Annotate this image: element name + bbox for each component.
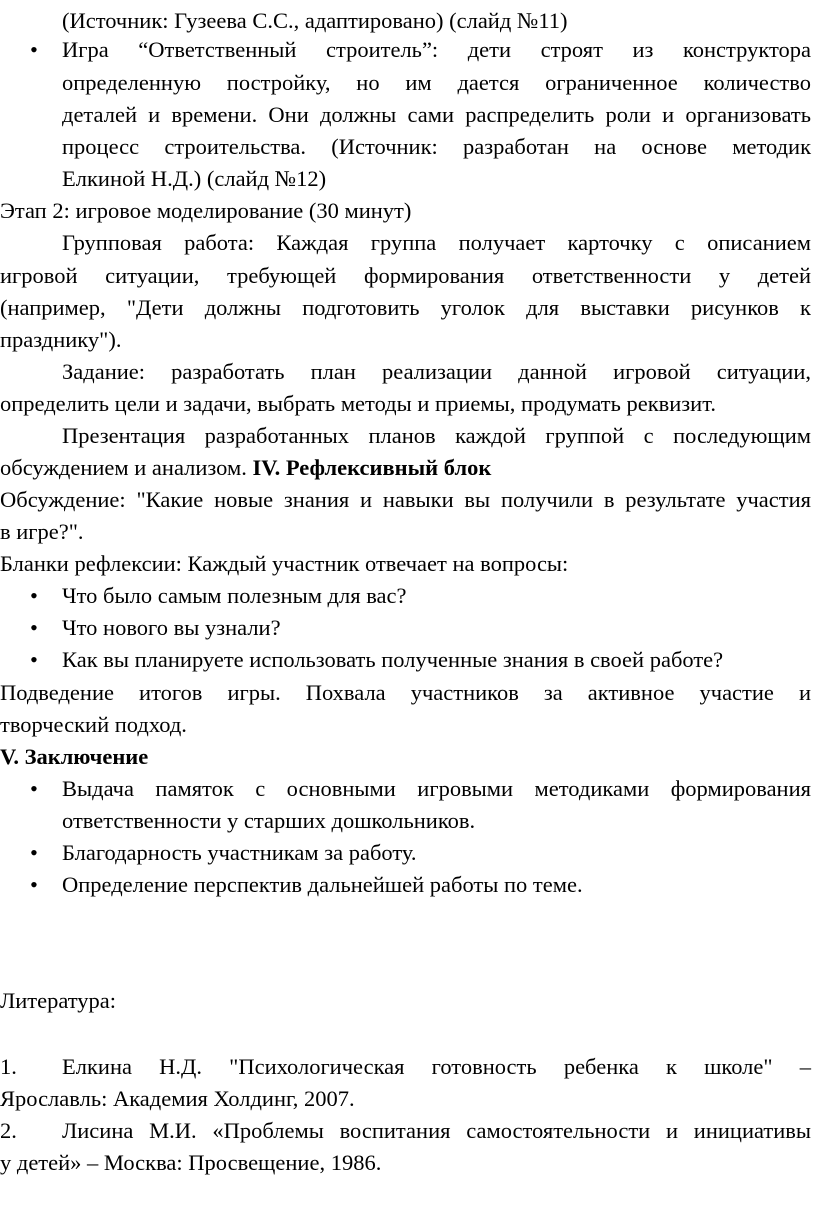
paragraph-line: Обсуждение: "Какие новые знания и навыки вы получили в результате участия [0, 487, 811, 512]
paragraph-line [0, 453, 816, 483]
paragraph-line: процесс строительства. (Источник: разработан на основе методик [62, 134, 811, 159]
list-item-continued: ответственности у старших дошкольников. [62, 808, 476, 833]
stage-heading: Этап 2: игровое моделирование (30 минут) [0, 198, 412, 223]
bullet-marker: • [30, 615, 38, 640]
paragraph-line: Елкиной Н.Д.) (слайд №12) [62, 166, 327, 191]
reference-number: 2. [0, 1118, 17, 1143]
list-item: Что было самым полезным для вас? [62, 583, 407, 608]
bullet-marker: • [30, 840, 38, 865]
paragraph-line: определить цели и задачи, выбрать методы и приемы, продумать реквизит. [0, 391, 716, 416]
list-item: Что нового вы узнали? [62, 615, 281, 640]
list-item: Определение перспектив дальнейшей работы по теме. [62, 872, 583, 897]
bullet-marker: • [30, 37, 38, 62]
paragraph-line: игровой ситуации, требующей формирования ответственности у детей [0, 263, 811, 288]
bullet-marker: • [30, 647, 38, 672]
bullet-marker: • [30, 583, 38, 608]
paragraph-line: Презентация разработанных планов каждой группой с последующим [62, 423, 811, 448]
paragraph-line: в игре?". [0, 519, 84, 544]
source-note-slide-11: (Источник: Гузеева С.С., адаптировано) (слайд №11) [62, 8, 568, 33]
bullet-marker: • [30, 872, 38, 897]
paragraph-line: определенную постройку, но им дается ограниченное количество [62, 70, 811, 95]
paragraph-line: Групповая работа: Каждая группа получает карточку с описанием [62, 230, 811, 255]
reference-item: Елкина Н.Д. "Психологическая готовность ребенка к школе" – [62, 1054, 811, 1079]
list-item: Как вы планируете использовать полученные знания в своей работе? [62, 647, 724, 672]
list-item: Благодарность участникам за работу. [62, 840, 417, 865]
paragraph-line: деталей и времени. Они должны сами распределить роли и организовать [62, 102, 811, 127]
section-heading-iv: IV. Рефлексивный блок [252, 455, 492, 480]
paragraph-text: обсуждением и анализом. [0, 455, 247, 480]
paragraph-line: Подведение итогов игры. Похвала участников за активное участие и [0, 680, 811, 705]
reference-item: Лисина М.И. «Проблемы воспитания самостоятельности и инициативы [62, 1118, 811, 1143]
reference-item-continued: Ярославль: Академия Холдинг, 2007. [0, 1086, 355, 1111]
references-heading: Литература: [0, 988, 117, 1013]
paragraph-line: празднику"). [0, 327, 122, 352]
list-item: Выдача памяток с основными игровыми методиками формирования [62, 776, 811, 801]
paragraph-line: творческий подход. [0, 712, 187, 737]
paragraph-line: Бланки рефлексии: Каждый участник отвечает на вопросы: [0, 551, 569, 576]
paragraph-line: (например, "Дети должны подготовить уголок для выставки рисунков к [0, 295, 811, 320]
bullet-marker: • [30, 776, 38, 801]
paragraph-line: Задание: разработать план реализации данной игровой ситуации, [62, 359, 811, 384]
reference-item-continued: у детей» – Москва: Просвещение, 1986. [0, 1150, 382, 1175]
paragraph-line: Игра “Ответственный строитель”: дети строят из конструктора [62, 37, 811, 62]
section-heading-v: V. Заключение [0, 744, 149, 769]
reference-number: 1. [0, 1054, 17, 1079]
